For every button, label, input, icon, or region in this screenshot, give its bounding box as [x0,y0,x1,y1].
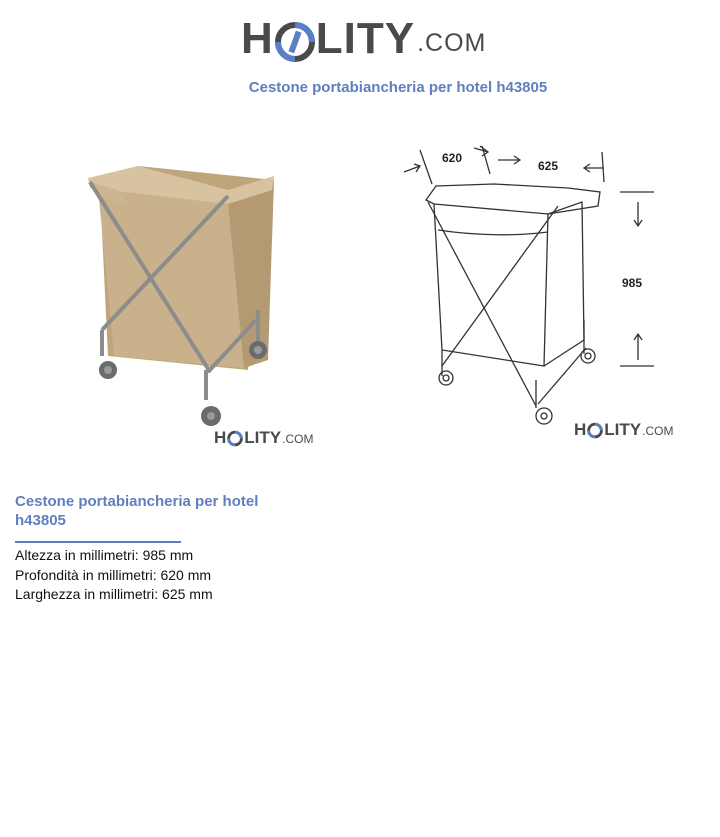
spec-height: Altezza in millimetri: 985 mm [15,547,194,563]
logo-o-icon [274,21,316,64]
details-title: Cestone portabiancheria per hotel h43805 [15,493,259,529]
spec-width: Larghezza in millimetri: 625 mm [15,586,213,602]
logo-text-left: H [241,14,274,63]
watermark-o-icon [586,422,604,440]
holity-logo[interactable] [241,12,486,64]
watermark-o-icon [226,430,244,448]
drawing-watermark-logo [574,420,673,440]
spec-depth: Profondità in millimetri: 620 mm [15,566,212,583]
logo-suffix: .COM [417,29,487,57]
technical-drawing [398,140,668,430]
watermark-suffix: .COM [282,432,314,446]
dim-height-label: 985 [622,276,643,290]
title-divider [15,541,181,543]
logo-text-right: LITY [315,14,416,63]
watermark-text-right: LITY [604,420,642,439]
photo-watermark-logo [214,428,313,448]
product-subtitle: Cestone portabiancheria per hotel h43805 [248,79,548,96]
watermark-text-left: H [574,420,587,439]
watermark-suffix: .COM [642,424,674,438]
watermark-text-left: H [214,428,227,447]
watermark-text-right: LITY [244,428,282,447]
dim-depth-label: 620 [442,151,463,165]
spec-list [15,546,213,605]
dim-width-label: 625 [538,159,559,173]
product-photo [78,160,278,430]
